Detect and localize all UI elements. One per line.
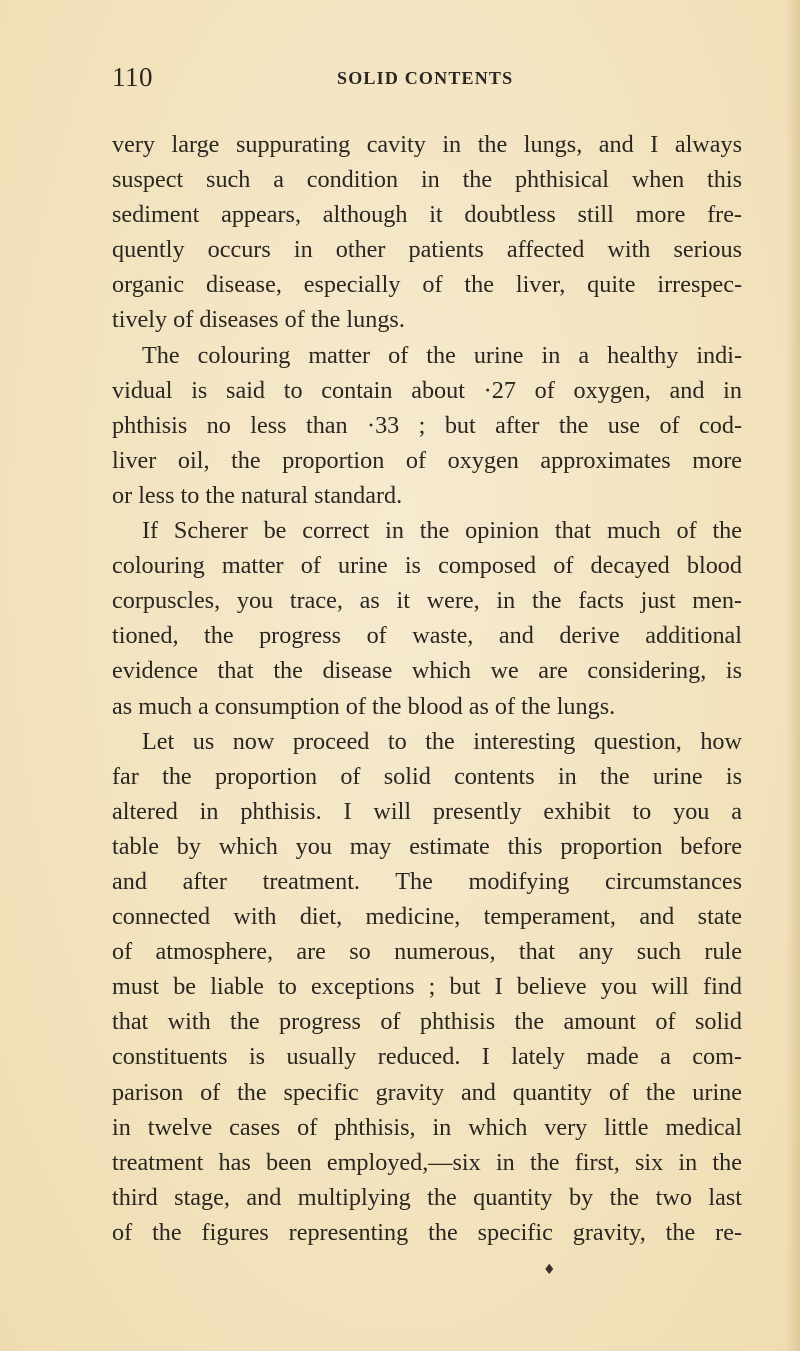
text-line: sediment appears, although it doubtless still more fre- bbox=[112, 201, 742, 229]
text-line: tively of diseases of the lungs. bbox=[112, 306, 405, 334]
text-line: far the proportion of solid contents in the urine is bbox=[112, 762, 742, 790]
text-line: The colouring matter of the urine in a healthy indi- bbox=[142, 341, 742, 369]
printer-mark-icon: ♦ bbox=[543, 1262, 556, 1278]
text-line: table by which you may estimate this proportion before bbox=[112, 832, 742, 860]
running-head bbox=[112, 62, 742, 102]
text-line: colouring matter of urine is composed of decayed blood bbox=[112, 552, 742, 580]
text-line: tioned, the progress of waste, and derive additional bbox=[112, 622, 742, 650]
text-line: phthisis no less than ·33 ; but after the use of cod- bbox=[112, 411, 742, 439]
text-line: evidence that the disease which we are considering, is bbox=[112, 657, 742, 685]
text-line: and after treatment. The modifying circumstances bbox=[112, 867, 742, 895]
text-line: or less to the natural standard. bbox=[112, 481, 403, 509]
text-line: of the figures representing the specific gravity, the re- bbox=[112, 1218, 742, 1246]
text-line: organic disease, especially of the liver, quite irrespec- bbox=[112, 271, 742, 299]
text-line: connected with diet, medicine, temperament, and state bbox=[112, 903, 742, 931]
text-line: third stage, and multiplying the quantity by the two last bbox=[112, 1183, 742, 1211]
text-line: If Scherer be correct in the opinion that much of the bbox=[142, 517, 742, 545]
text-line: corpuscles, you trace, as it were, in the facts just men- bbox=[112, 587, 742, 615]
text-line: parison of the specific gravity and quantity of the urine bbox=[112, 1078, 742, 1106]
text-line: constituents is usually reduced. I lately made a com- bbox=[112, 1043, 742, 1071]
text-line: suspect such a condition in the phthisical when this bbox=[112, 166, 742, 194]
running-title: SOLID CONTENTS bbox=[337, 68, 514, 88]
page-edge-shadow bbox=[786, 0, 800, 1351]
text-line: treatment has been employed,—six in the first, six in the bbox=[112, 1148, 742, 1176]
page-number: 110 bbox=[112, 62, 153, 92]
text-line: vidual is said to contain about ·27 of oxygen, and in bbox=[112, 376, 742, 404]
text-line: must be liable to exceptions ; but I believe you will find bbox=[112, 973, 742, 1001]
body-text bbox=[112, 127, 742, 1250]
text-line: quently occurs in other patients affected with serious bbox=[112, 236, 742, 264]
text-line: liver oil, the proportion of oxygen approximates more bbox=[112, 446, 742, 474]
text-line: that with the progress of phthisis the amount of solid bbox=[112, 1008, 742, 1036]
text-line: altered in phthisis. I will presently exhibit to you a bbox=[112, 797, 742, 825]
text-line: Let us now proceed to the interesting question, how bbox=[142, 727, 742, 755]
text-line: of atmosphere, are so numerous, that any such rule bbox=[112, 938, 742, 966]
text-line: in twelve cases of phthisis, in which very little medical bbox=[112, 1113, 742, 1141]
text-line: as much a consumption of the blood as of the lungs. bbox=[112, 692, 616, 720]
text-line: very large suppurating cavity in the lungs, and I always bbox=[112, 131, 742, 158]
